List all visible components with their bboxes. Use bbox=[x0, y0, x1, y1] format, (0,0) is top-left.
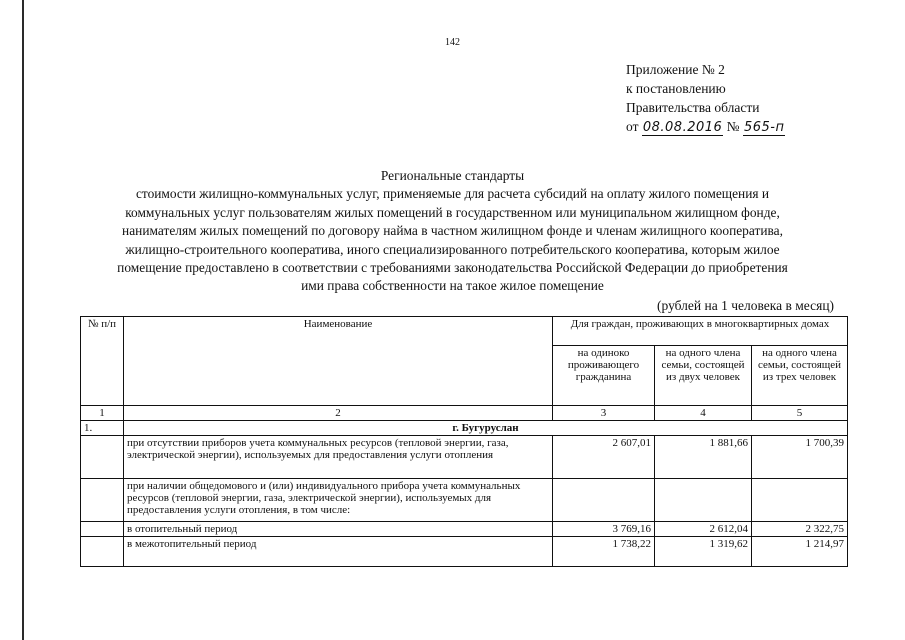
column-number: 4 bbox=[655, 406, 752, 421]
title-line-5: жилищно-строительного кооператива, иного специализированного потребительского кооператива, которым жилое bbox=[125, 241, 780, 257]
row-value-1: 2 607,01 bbox=[553, 436, 655, 479]
section-row bbox=[81, 421, 848, 436]
scan-edge-line bbox=[22, 0, 24, 640]
header-name: Наименование bbox=[124, 317, 553, 406]
row-value-3: 2 322,75 bbox=[752, 522, 848, 537]
row-value-3: 1 214,97 bbox=[752, 537, 848, 567]
title-line-1: Региональные стандарты bbox=[380, 168, 525, 183]
row-value-1: 1 738,22 bbox=[553, 537, 655, 567]
appendix-block bbox=[626, 60, 785, 137]
header-col-3: на одного члена семьи, состоящей из трех человек bbox=[752, 346, 848, 406]
header-col-1: на одиноко проживающего гражданина bbox=[553, 346, 655, 406]
row-value-1 bbox=[553, 479, 655, 522]
column-number: 5 bbox=[752, 406, 848, 421]
appendix-number: 565-п bbox=[743, 120, 785, 135]
column-number-row bbox=[81, 406, 848, 421]
row-name: при наличии общедомового и (или) индивидуального прибора учета коммунальных ресурсов (тепловой энергии, газа, электрической энергии), используемых для предоставления услуги отопления, в том числе: bbox=[124, 479, 553, 522]
appendix-line-2: к постановлению bbox=[626, 81, 726, 96]
table-row bbox=[81, 537, 848, 567]
document-title bbox=[0, 167, 905, 296]
column-number: 2 bbox=[124, 406, 553, 421]
row-name: при отсутствии приборов учета коммунальных ресурсов (тепловой энергии, газа, электрической энергии), используемых для предоставления услуги отопления bbox=[124, 436, 553, 479]
table-row bbox=[81, 522, 848, 537]
title-line-7: ими права собственности на такое жилое помещение bbox=[301, 278, 604, 294]
appendix-line-4 bbox=[626, 117, 785, 137]
header-group: Для граждан, проживающих в многоквартирных домах bbox=[553, 317, 848, 346]
title-line-3: коммунальных услуг пользователям жилых помещений в государственном или муниципальном жилищном фонде, bbox=[125, 204, 780, 220]
appendix-date: 08.08.2016 bbox=[642, 120, 723, 135]
title-line-4: нанимателям жилых помещений по договору найма в частном жилищном фонде и членам жилищного кооператива, bbox=[122, 223, 783, 239]
table-row bbox=[81, 436, 848, 479]
row-num-cell bbox=[81, 522, 124, 537]
row-num-cell bbox=[81, 537, 124, 567]
row-value-2 bbox=[655, 479, 752, 522]
unit-note: (рублей на 1 человека в месяц) bbox=[657, 298, 835, 313]
row-value-2: 2 612,04 bbox=[655, 522, 752, 537]
rates-table bbox=[80, 316, 848, 567]
appendix-line-3: Правительства области bbox=[626, 100, 760, 115]
appendix-number-prefix: № bbox=[726, 119, 740, 134]
column-number: 3 bbox=[553, 406, 655, 421]
title-line-6: помещение предоставлено в соответствии с требованиями законодательства Российской Федерации до приобретения bbox=[117, 260, 788, 276]
appendix-line-1: Приложение № 2 bbox=[626, 62, 725, 77]
row-value-3 bbox=[752, 479, 848, 522]
row-value-2: 1 881,66 bbox=[655, 436, 752, 479]
row-value-3: 1 700,39 bbox=[752, 436, 848, 479]
header-row bbox=[81, 317, 848, 346]
section-num: 1. bbox=[81, 421, 124, 436]
header-col-2: на одного члена семьи, состоящей из двух человек bbox=[655, 346, 752, 406]
row-num-cell bbox=[81, 479, 124, 522]
row-value-2: 1 319,62 bbox=[655, 537, 752, 567]
appendix-date-prefix: от bbox=[626, 119, 639, 134]
row-name: в межотопительный период bbox=[124, 537, 553, 567]
page-number: 142 bbox=[445, 37, 460, 48]
row-num-cell bbox=[81, 436, 124, 479]
table-row bbox=[81, 479, 848, 522]
row-name: в отопительный период bbox=[124, 522, 553, 537]
row-value-1: 3 769,16 bbox=[553, 522, 655, 537]
header-num: № п/п bbox=[81, 317, 124, 406]
title-line-2: стоимости жилищно-коммунальных услуг, применяемые для расчета субсидий на оплату жилого помещения и bbox=[135, 186, 770, 202]
section-name: г. Бугуруслан bbox=[124, 421, 848, 436]
column-number: 1 bbox=[81, 406, 124, 421]
